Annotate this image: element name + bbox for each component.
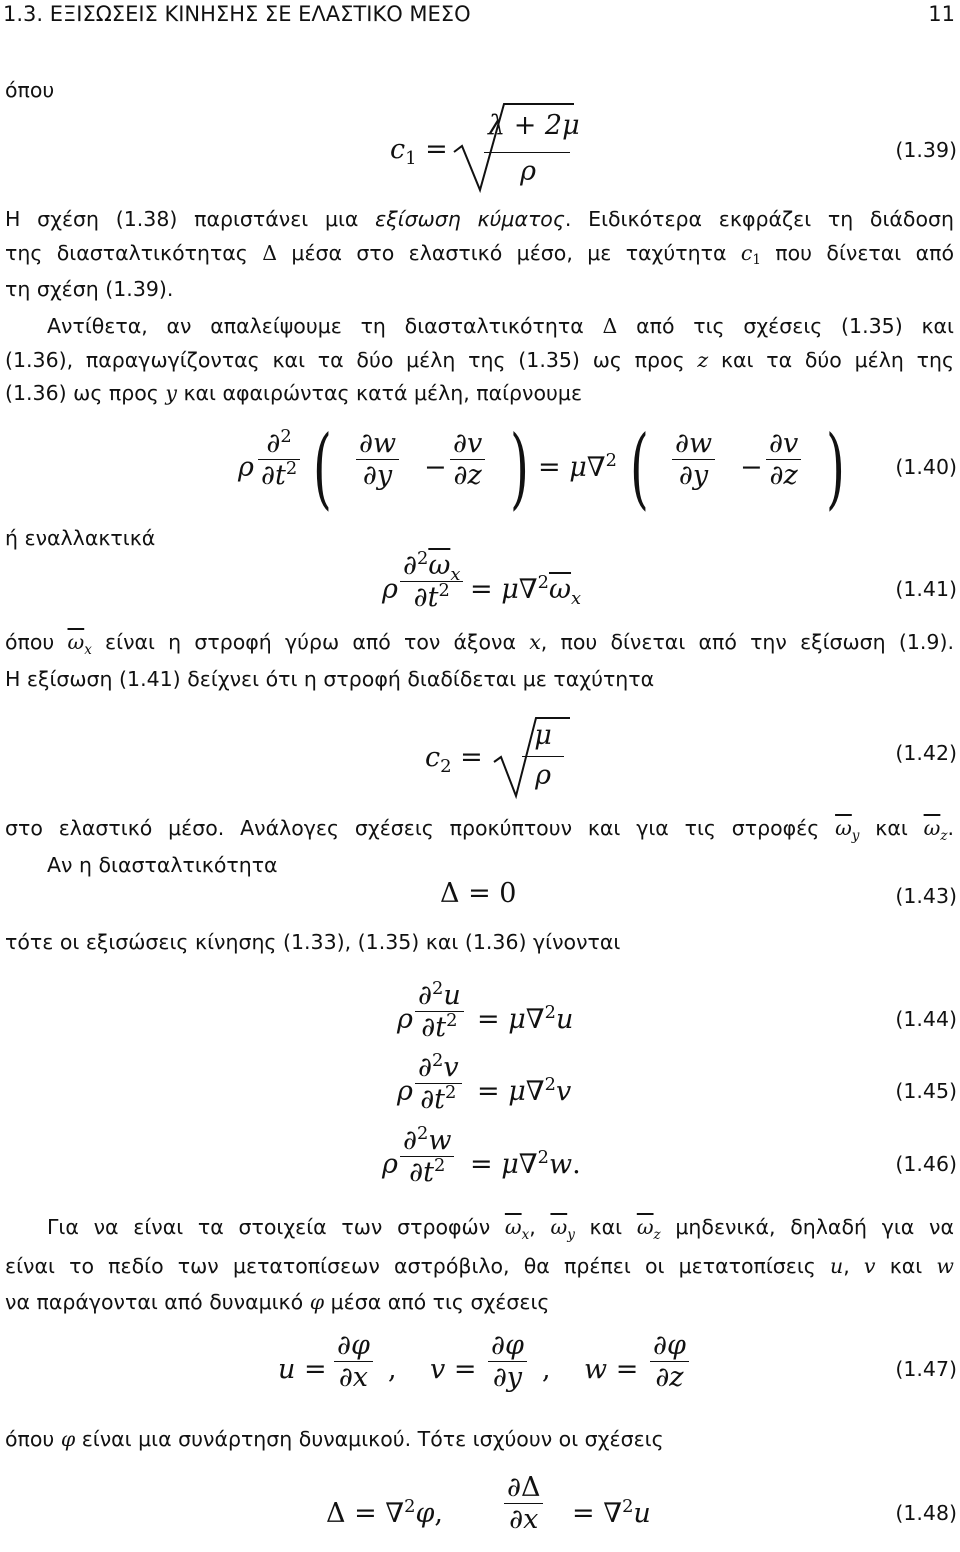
- equation-number-1-48: (1.48): [895, 1501, 957, 1525]
- equation-number-1-46: (1.46): [895, 1152, 957, 1176]
- paragraph-analogous: στο ελαστικό μέσο. Ανάλογες σχέσεις προκύπτουν και για τις στροφές $\overline{\omega}_y$ και $\overline{\omega}_z$. Αν η διασταλτικότητα: [5, 816, 954, 877]
- paragraph-irrotational: Για να είναι τα στοιχεία των στροφών $\overline{\omega}_x$, $\overline{\omega}_y$ και $\overline{\omega}_z$ μηδενικά, δηλαδή για να είναι το πεδίο των μετατοπίσεων αστρόβιλο, θα πρέπει οι μετατοπίσεις u, v και w να παράγονται από δυναμικό φ μέσα από τις σχέσεις: [5, 1215, 954, 1314]
- equation-number-1-41: (1.41): [895, 577, 957, 601]
- running-header: [3, 2, 471, 26]
- equation-number-1-40: (1.40): [895, 455, 957, 479]
- text-equations-become: τότε οι εξισώσεις κίνησης (1.33), (1.35) και (1.36) γίνονται: [5, 930, 621, 954]
- equation-number-1-45: (1.45): [895, 1079, 957, 1103]
- text-alternatively: ή εναλλακτικά: [5, 526, 156, 550]
- equation-number-1-44: (1.44): [895, 1007, 957, 1031]
- equation-number-1-47: (1.47): [895, 1357, 957, 1381]
- equation-number-1-43: (1.43): [895, 884, 957, 908]
- equation-1-43: Δ = 0: [440, 878, 517, 909]
- paragraph-wave-equation: Η σχέση (1.38) παριστάνει μια εξίσωση κύματος. Ειδικότερα εκφράζει τη διάδοση της διασταλτικότητας Δ μέσα στο ελαστικό μέσο, με ταχύτητα $c_1$ που δίνεται από τη σχέση (1.39).: [5, 207, 954, 301]
- paragraph-rotation: όπου $\overline{\omega}_x$ είναι η στροφή γύρω από τον άξονα x, που δίνεται από την εξίσωση (1.9). Η εξίσωση (1.41) δείχνει ότι η στροφή διαδίδεται με ταχύτητα: [5, 630, 954, 691]
- equation-number-1-42: (1.42): [895, 741, 957, 765]
- text-opou-1: όπου: [5, 78, 55, 102]
- page-number: 11: [928, 2, 955, 26]
- equation-number-1-39: (1.39): [895, 138, 957, 162]
- paragraph-eliminate-dilatation: Αντίθετα, αν απαλείψουμε τη διασταλτικότητα Δ από τις σχέσεις (1.35) και (1.36), παραγωγίζοντας και τα δύο μέλη της (1.35) ως προς z και τα δύο μέλη της (1.36) ως προς y και αφαιρώντας κατά μέλη, παίρνουμε: [5, 314, 954, 405]
- section-title: 1.3. ΕΞΙΣΩΣΕΙΣ ΚΙΝΗΣΗΣ ΣΕ ΕΛΑΣΤΙΚΟ ΜΕΣΟ: [3, 2, 471, 26]
- text-potential-function: όπου φ είναι μια συνάρτηση δυναμικού. Τότε ισχύουν οι σχέσεις: [5, 1427, 664, 1451]
